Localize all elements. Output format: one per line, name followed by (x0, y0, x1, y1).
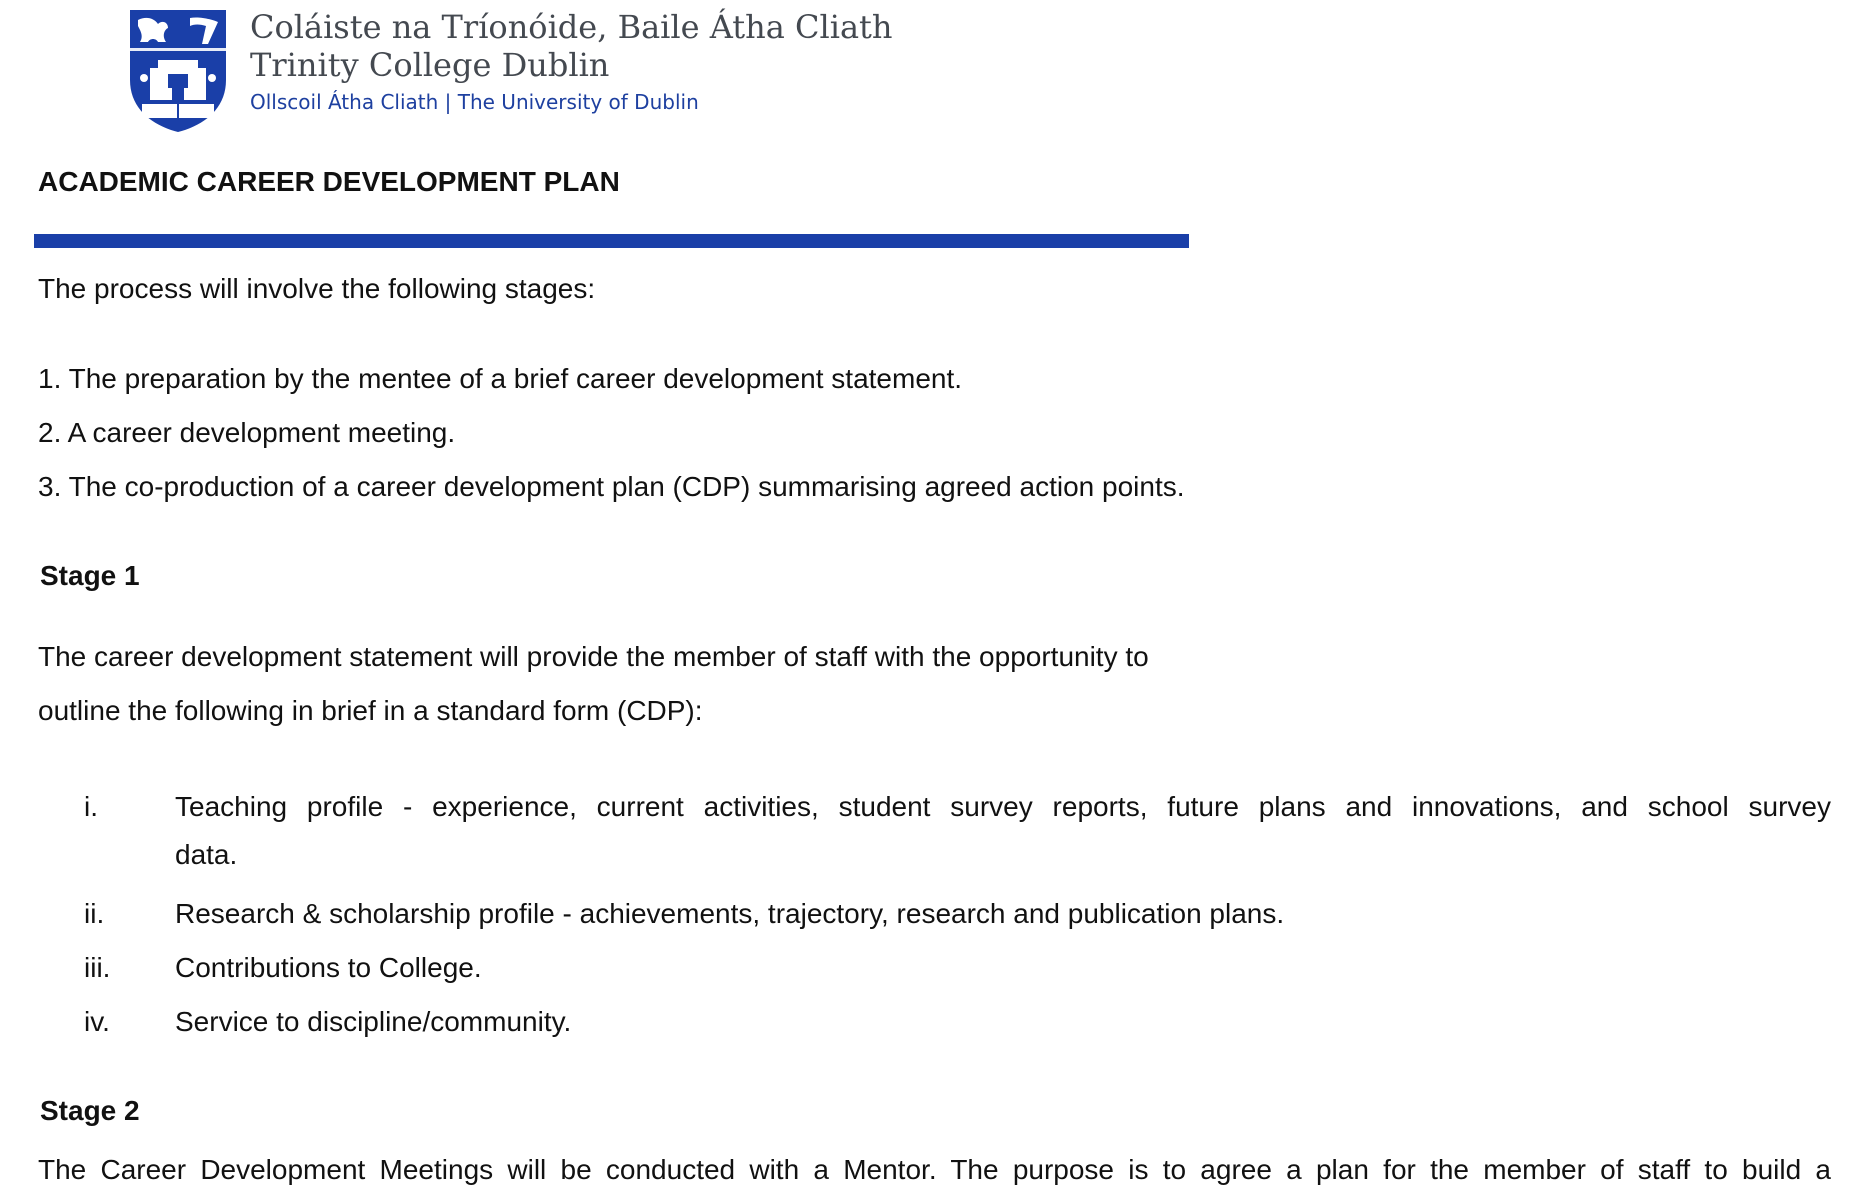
list-item-service: Service to discipline/community. (175, 1006, 572, 1037)
stage1-heading: Stage 1 (40, 560, 140, 591)
list-item-contributions: Contributions to College. (175, 952, 482, 983)
list-item-teaching-line1: Teaching profile - experience, current activities, student survey reports, future plans and innovations, and school survey (175, 791, 1831, 822)
stage-list-item-3: 3. The co-production of a career development plan (CDP) summarising agreed action points. (38, 471, 1185, 502)
stage1-paragraph-line1: The career development statement will provide the member of staff with the opportunity to (38, 641, 1149, 672)
intro-text: The process will involve the following stages: (38, 273, 596, 304)
college-name-english: Trinity College Dublin (250, 46, 610, 84)
college-header (128, 8, 893, 134)
title-divider (34, 234, 1189, 248)
list-item-teaching-line2: data. (175, 839, 238, 870)
stage2-paragraph-line1: The Career Development Meetings will be conducted with a Mentor. The purpose is to agree a plan for the member of staff to build a (38, 1154, 1831, 1185)
list-item-research: Research & scholarship profile - achievements, trajectory, research and publication plans. (175, 898, 1285, 929)
list-numeral-i: i. (84, 791, 98, 822)
college-name-irish: Coláiste na Tríonóide, Baile Átha Cliath (250, 8, 893, 46)
document-title: ACADEMIC CAREER DEVELOPMENT PLAN (38, 166, 620, 197)
stage-list-item-2: 2. A career development meeting. (38, 417, 456, 448)
list-numeral-ii: ii. (84, 898, 105, 929)
stage2-heading: Stage 2 (40, 1095, 140, 1126)
college-names (250, 8, 893, 114)
stage1-paragraph-line2: outline the following in brief in a standard form (CDP): (38, 695, 703, 726)
trinity-crest-icon (128, 8, 228, 134)
university-name: Ollscoil Átha Cliath | The University of Dublin (250, 90, 699, 114)
list-numeral-iii: iii. (84, 952, 111, 983)
stage-list-item-1: 1. The preparation by the mentee of a brief career development statement. (38, 363, 963, 394)
list-numeral-iv: iv. (84, 1006, 110, 1037)
